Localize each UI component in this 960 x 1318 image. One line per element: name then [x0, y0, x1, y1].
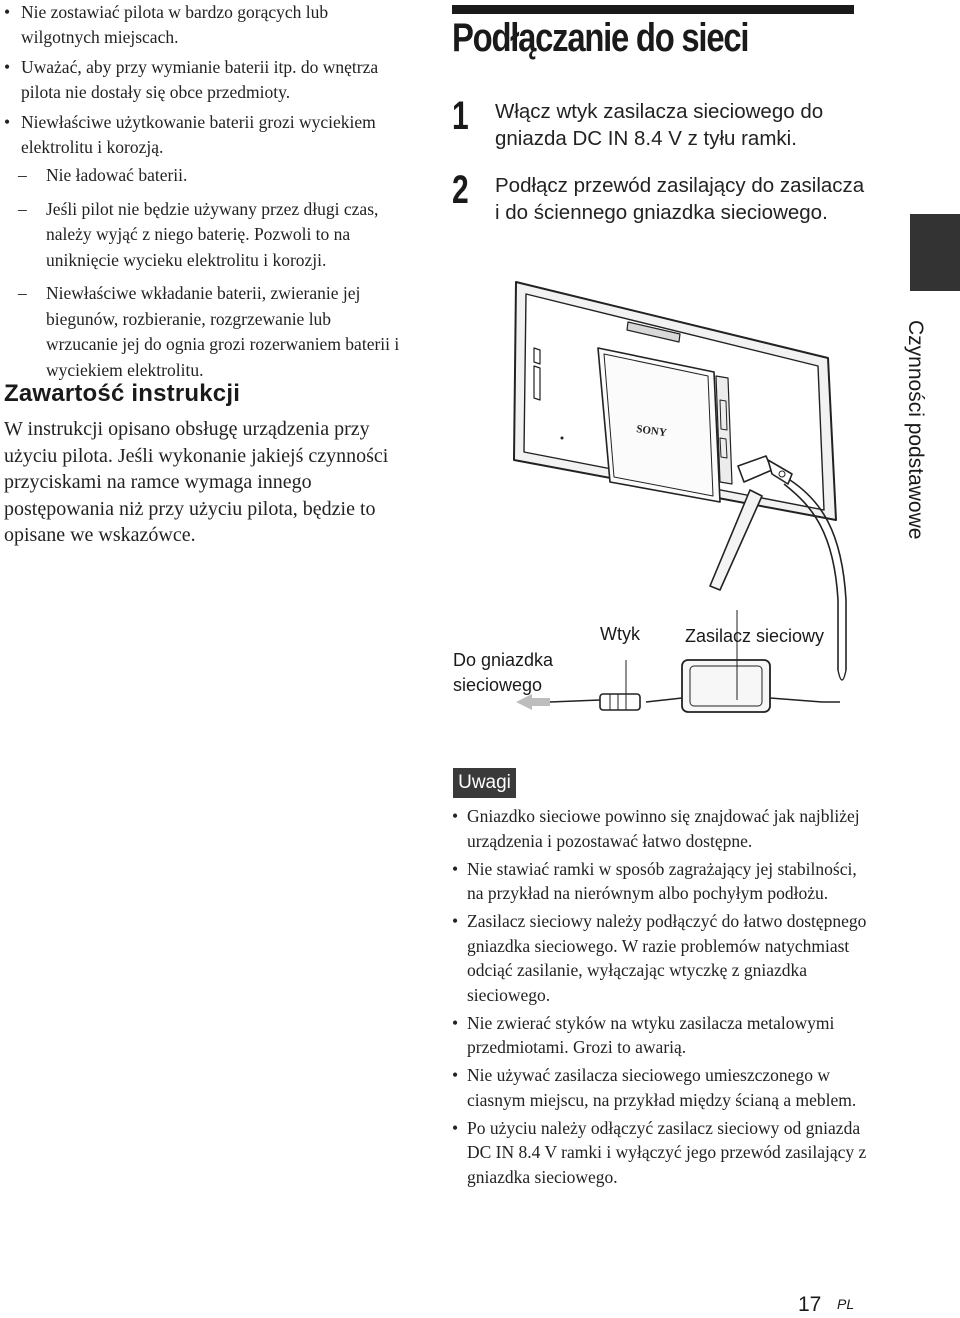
- list-item: [452, 1011, 872, 1060]
- step-number: 2: [452, 168, 469, 212]
- mains-plug: [600, 694, 640, 710]
- adapter-label: Zasilacz sieciowy: [685, 626, 825, 646]
- frame-stand: [710, 490, 762, 590]
- chapter-tab-text: Czynności podstawowe: [904, 320, 927, 540]
- outlet-label-text: Do gniazdka sieciowego: [453, 650, 554, 695]
- list-item: [452, 1116, 872, 1190]
- dash-mark: –: [18, 165, 27, 185]
- bullet-mark: •: [452, 911, 459, 931]
- list-item-text: Nie używać zasilacza sieciowego umieszczonego w ciasnym miejscu, na przykład między ścianą a meblem.: [467, 1065, 857, 1110]
- chapter-tab-label: [895, 320, 955, 580]
- list-item-text: Niewłaściwe użytkowanie baterii grozi wyciekiem elektrolitu i korozją.: [21, 112, 376, 157]
- list-item: [452, 1063, 872, 1112]
- bullet-mark: •: [452, 1065, 459, 1085]
- section-title: Podłączanie do sieci: [452, 16, 749, 60]
- list-item-text: Nie ładować baterii.: [46, 165, 188, 185]
- page-number: 17: [798, 1293, 822, 1316]
- bullet-mark: •: [4, 2, 11, 22]
- list-item: [452, 909, 872, 1007]
- list-item-text: Zasilacz sieciowy należy podłączyć do łatwo dostępnego gniazdka sieciowego. W razie problemów natychmiast odciąć zasilanie, wyłączając wtyczkę z gniazdka sieciowego.: [467, 911, 867, 1005]
- bullet-mark: •: [4, 112, 11, 132]
- bullet-mark: •: [452, 1117, 459, 1138]
- list-item-text: Po użyciu należy odłączyć zasilacz sieciowy od gniazda DC IN 8.4 V ramki i wyłączyć jego przewód zasilający z gniazdka sieciowego.: [467, 1117, 867, 1187]
- list-item: [4, 55, 404, 104]
- list-item-text: Nie zwierać styków na wtyku zasilacza metalowymi przedmiotami. Grozi to awarią.: [467, 1012, 835, 1057]
- list-item: [452, 857, 872, 906]
- list-item-text: Niewłaściwe wkładanie baterii, zwieranie jej biegunów, rozbieranie, rozgrzewanie lub wrzucanie jej do ognia grozi rozerwaniem baterii i wyciekiem elektrolitu.: [46, 283, 400, 380]
- list-item-text: Nie stawiać ramki w sposób zagrażający jej stabilności, na przykład na nierównym albo pochyłym podłożu.: [467, 858, 857, 903]
- bullet-mark: •: [4, 57, 11, 77]
- contents-paragraph: W instrukcji opisano obsługę urządzenia przy użyciu pilota. Jeśli wykonanie jakiejś czynności przyciskami na ramce wymaga innego postępowania niż przy użyciu pilota, będzie to opisane we wskazówce.: [4, 418, 389, 546]
- list-item-text: Nie zostawiać pilota w bardzo gorących lub wilgotnych miejscach.: [21, 2, 329, 47]
- list-item: [4, 281, 404, 383]
- bullet-mark: •: [452, 858, 459, 879]
- step-number: 1: [452, 94, 469, 138]
- list-item-text: Jeśli pilot nie będzie używany przez długi czas, należy wyjąć z niego baterię. Pozwoli to na uniknięcie wycieku elektrolitu i korozji.: [46, 198, 379, 270]
- list-item: [452, 804, 872, 853]
- list-item: [4, 110, 404, 159]
- connection-illustration: [450, 270, 880, 730]
- sony-logo: SONY: [635, 423, 668, 440]
- dash-mark: –: [18, 198, 27, 219]
- battery-dash-list: [4, 163, 404, 383]
- list-item-text: Uważać, aby przy wymianie baterii itp. do wnętrza pilota nie dostały się obce przedmioty.: [21, 57, 379, 102]
- step-text: Podłącz przewód zasilający do zasilacza i do ściennego gniazdka sieciowego.: [495, 174, 865, 224]
- list-item: [4, 163, 404, 189]
- ac-adapter-box: [682, 660, 770, 712]
- outlet-label: [453, 648, 573, 698]
- notes-list: [452, 804, 872, 1193]
- section-rule: [452, 5, 854, 14]
- bullet-mark: •: [452, 806, 459, 826]
- battery-warnings: [4, 0, 404, 391]
- step-text: Włącz wtyk zasilacza sieciowego do gniazda DC IN 8.4 V z tyłu ramki.: [495, 100, 824, 150]
- bullet-mark: •: [452, 1012, 459, 1033]
- list-item: [4, 0, 404, 49]
- dash-mark: –: [18, 283, 27, 303]
- notes-badge: Uwagi: [453, 768, 516, 798]
- chapter-tab-marker: [910, 214, 960, 291]
- battery-bullet-list: [4, 0, 404, 159]
- list-item: [4, 197, 404, 274]
- contents-heading: Zawartość instrukcji: [4, 380, 241, 407]
- back-panel: [598, 348, 720, 502]
- plug-label: Wtyk: [600, 624, 640, 644]
- page-language: PL: [837, 1296, 855, 1312]
- list-item-text: Gniazdko sieciowe powinno się znajdować jak najbliżej urządzenia i pozostawać łatwo dostępne.: [467, 806, 860, 851]
